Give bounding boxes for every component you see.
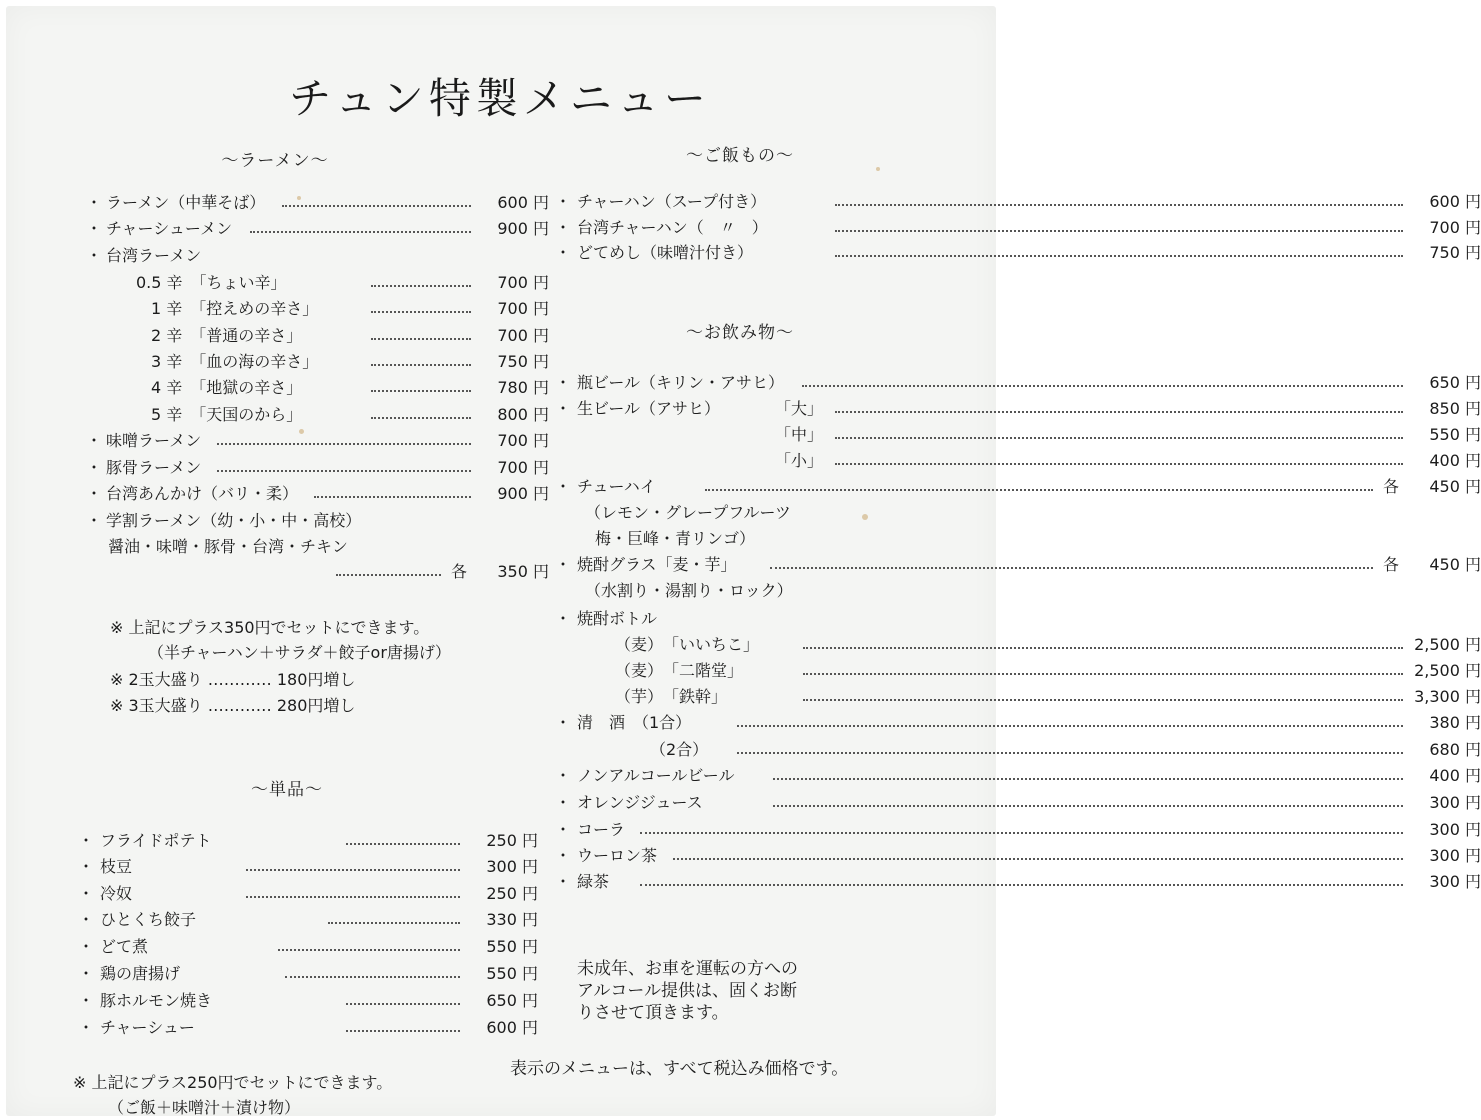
item-name: 清 酒 （1合） xyxy=(577,713,692,732)
item-name: 台湾あんかけ（バリ・柔） xyxy=(106,484,299,503)
section-heading-ramen: ～ラーメン～ xyxy=(221,151,329,171)
item-price: 900 円 xyxy=(497,484,549,503)
menu-item-row xyxy=(555,527,930,551)
dot-leader xyxy=(737,725,1403,727)
menu-item-row xyxy=(86,217,549,241)
bullet: ・ xyxy=(78,857,95,876)
menu-item-row xyxy=(555,241,1481,265)
item-price: 300 円 xyxy=(1429,793,1481,812)
menu-item-row xyxy=(86,376,549,400)
dot-leader xyxy=(336,574,441,576)
menu-item-row xyxy=(86,244,476,268)
bullet: ・ xyxy=(78,831,95,850)
bullet: ・ xyxy=(86,219,103,238)
item-name: 梅・巨峰・青リンゴ） xyxy=(595,529,756,548)
notice-line: 未成年、お車を運転の方への xyxy=(577,959,798,979)
menu-item-row xyxy=(555,371,1481,395)
menu-item-row xyxy=(555,764,1481,788)
item-name: ウーロン茶 xyxy=(577,846,658,865)
menu-item-row xyxy=(555,449,1481,473)
item-price: 250 円 xyxy=(486,884,538,903)
dot-leader xyxy=(803,673,1403,675)
size-label: 「小」 xyxy=(775,451,824,470)
dot-leader xyxy=(246,869,460,871)
tax-notice: 表示のメニューは、すべて税込み価格です。 xyxy=(510,1059,849,1079)
dot-leader xyxy=(835,463,1403,465)
item-price: 600 円 xyxy=(497,193,549,212)
bullet: ・ xyxy=(78,910,95,929)
item-name: （2合） xyxy=(650,740,709,759)
item-price: 600 円 xyxy=(486,1018,538,1037)
item-price: 300 円 xyxy=(486,857,538,876)
item-price: 550 円 xyxy=(486,964,538,983)
menu-item-row xyxy=(555,844,1481,868)
bullet: ・ xyxy=(555,609,572,628)
menu-item-row xyxy=(555,190,1481,214)
item-name: （水割り・湯割り・ロック） xyxy=(585,581,793,600)
bullet: ・ xyxy=(86,246,103,265)
dot-leader xyxy=(640,832,1403,834)
item-name: 豚骨ラーメン xyxy=(106,458,202,477)
item-name: 鶏の唐揚げ xyxy=(100,964,181,983)
dot-leader xyxy=(217,470,471,472)
menu-item-row xyxy=(78,935,538,959)
dot-leader xyxy=(246,896,460,898)
bullet: ・ xyxy=(78,991,95,1010)
note-line: （ご飯＋味噌汁＋漬け物） xyxy=(108,1098,301,1117)
item-price: 700 円 xyxy=(1429,218,1481,237)
menu-item-row xyxy=(555,711,1481,735)
item-price: 700 円 xyxy=(497,458,549,477)
item-price: 550 円 xyxy=(1429,425,1481,444)
item-price: 650 円 xyxy=(486,991,538,1010)
bullet: ・ xyxy=(555,218,572,237)
bullet: ・ xyxy=(555,555,572,574)
item-price: 650 円 xyxy=(1429,373,1481,392)
bullet: ・ xyxy=(555,766,572,785)
menu-item-row xyxy=(555,791,1481,815)
menu-item-row xyxy=(78,962,538,986)
item-name: 5 辛 「天国のから」 xyxy=(151,405,303,424)
menu-item-row xyxy=(555,607,930,631)
menu-item-row xyxy=(555,659,1481,683)
note-line: ※ 2玉大盛り ………… 180円増し xyxy=(110,670,356,689)
item-name: 2 辛 「普通の辛さ」 xyxy=(151,326,303,345)
bullet: ・ xyxy=(555,872,572,891)
item-price: 550 円 xyxy=(486,937,538,956)
item-price: 600 円 xyxy=(1429,192,1481,211)
menu-item-row xyxy=(555,501,930,525)
dot-leader xyxy=(217,443,471,445)
item-price: 350 円 xyxy=(497,562,549,581)
note-line: ※ 上記にプラス350円でセットにできます。 xyxy=(110,618,430,637)
menu-item-row xyxy=(555,397,1481,421)
notice-line: アルコール提供は、固くお断 xyxy=(577,981,797,1001)
menu-item-row xyxy=(555,475,1481,499)
item-name: 0.5 辛 「ちょい辛」 xyxy=(136,273,287,292)
bullet: ・ xyxy=(555,373,572,392)
bullet: ・ xyxy=(86,458,103,477)
notice-line: りさせて頂きます。 xyxy=(577,1003,729,1023)
menu-item-row xyxy=(86,482,549,506)
bullet: ・ xyxy=(555,477,572,496)
item-name: ノンアルコールビール xyxy=(577,766,735,785)
item-price: 750 円 xyxy=(497,352,549,371)
item-name: チャーシューメン xyxy=(106,219,233,238)
item-name: 味噌ラーメン xyxy=(106,431,202,450)
dot-leader xyxy=(673,858,1403,860)
bullet: ・ xyxy=(555,713,572,732)
item-name: 台湾チャーハン（ 〃 ） xyxy=(577,218,768,237)
item-name: 枝豆 xyxy=(100,857,133,876)
item-price: 450 円 xyxy=(1429,477,1481,496)
item-name: チャーシュー xyxy=(100,1018,195,1037)
dot-leader xyxy=(371,285,471,287)
item-price: 780 円 xyxy=(497,378,549,397)
dot-leader xyxy=(328,922,460,924)
item-price: 300 円 xyxy=(1429,846,1481,865)
item-name: （麦） 「二階堂」 xyxy=(615,661,744,680)
section-heading-tanpin: ～単品～ xyxy=(251,780,323,800)
dot-leader xyxy=(835,411,1403,413)
item-name: ラーメン（中華そば） xyxy=(106,193,266,212)
each-label: 各 xyxy=(451,562,468,581)
bullet: ・ xyxy=(555,192,572,211)
item-name: フライドポテト xyxy=(100,831,212,850)
menu-item-row xyxy=(78,989,538,1013)
dot-leader xyxy=(773,805,1403,807)
item-price: 300 円 xyxy=(1429,872,1481,891)
bullet: ・ xyxy=(86,193,103,212)
bullet: ・ xyxy=(86,431,103,450)
item-price: 3,300 円 xyxy=(1414,687,1481,706)
dot-leader xyxy=(346,843,460,845)
item-name: 焼酎ボトル xyxy=(577,609,658,628)
item-name: チャーハン（スープ付き） xyxy=(577,192,767,211)
menu-title: チュン特製メニュー xyxy=(289,74,711,123)
item-name: 生ビール（アサヒ） xyxy=(577,399,721,418)
item-price: 680 円 xyxy=(1429,740,1481,759)
menu-item-row xyxy=(555,870,1481,894)
dot-leader xyxy=(282,205,471,207)
menu-item-row xyxy=(86,456,549,480)
dot-leader xyxy=(278,949,460,951)
section-heading-drinks: ～お飲み物～ xyxy=(686,323,794,343)
item-name: ひとくち餃子 xyxy=(100,910,197,929)
size-label: 「大」 xyxy=(775,399,824,418)
menu-item-row xyxy=(78,1016,538,1040)
menu-item-row xyxy=(86,324,549,348)
menu-item-row xyxy=(555,818,1481,842)
item-price: 750 円 xyxy=(1429,243,1481,262)
menu-item-row xyxy=(78,882,538,906)
item-price: 850 円 xyxy=(1429,399,1481,418)
dot-leader xyxy=(250,231,471,233)
item-price: 250 円 xyxy=(486,831,538,850)
bullet: ・ xyxy=(86,511,103,530)
dot-leader xyxy=(640,884,1403,886)
item-name: 焼酎グラス「麦・芋」 xyxy=(577,555,737,574)
item-price: 400 円 xyxy=(1429,451,1481,470)
dot-leader xyxy=(737,752,1403,754)
item-price: 380 円 xyxy=(1429,713,1481,732)
item-name: オレンジジュース xyxy=(577,793,703,812)
paper-stain xyxy=(297,196,301,200)
menu-item-row xyxy=(555,553,1481,577)
dot-leader xyxy=(705,489,1373,491)
menu-item-row xyxy=(86,350,549,374)
dot-leader xyxy=(314,496,471,498)
item-name: コーラ xyxy=(577,820,626,839)
bullet: ・ xyxy=(555,399,572,418)
item-price: 2,500 円 xyxy=(1414,635,1481,654)
paper-stain xyxy=(862,514,868,520)
bullet: ・ xyxy=(78,937,95,956)
item-name: 瓶ビール（キリン・アサヒ） xyxy=(577,373,785,392)
menu-item-row xyxy=(555,216,1481,240)
dot-leader xyxy=(802,385,1403,387)
item-name: （芋） 「鉄幹」 xyxy=(615,687,728,706)
paper-stain xyxy=(299,429,304,434)
note-line: （半チャーハン＋サラダ＋餃子or唐揚げ） xyxy=(148,643,451,662)
dot-leader xyxy=(803,647,1403,649)
bullet: ・ xyxy=(555,846,572,865)
note-line: ※ 3玉大盛り ………… 280円増し xyxy=(110,696,356,715)
menu-item-row xyxy=(86,297,549,321)
item-name: 豚ホルモン焼き xyxy=(100,991,213,1010)
dot-leader xyxy=(835,204,1403,206)
dot-leader xyxy=(285,976,460,978)
note-line: ※ 上記にプラス250円でセットにできます。 xyxy=(73,1073,393,1092)
dot-leader xyxy=(835,230,1403,232)
item-price: 300 円 xyxy=(1429,820,1481,839)
item-name: 学割ラーメン（幼・小・中・高校） xyxy=(106,511,362,530)
menu-item-row xyxy=(86,403,549,427)
alcohol-notice xyxy=(577,958,798,1024)
item-name: （麦） 「いいちこ」 xyxy=(615,635,760,654)
dot-leader xyxy=(371,417,471,419)
item-price: 700 円 xyxy=(497,431,549,450)
item-price: 330 円 xyxy=(486,910,538,929)
bullet: ・ xyxy=(86,484,103,503)
item-price: 800 円 xyxy=(497,405,549,424)
bullet: ・ xyxy=(78,964,95,983)
menu-item-row xyxy=(86,560,549,584)
menu-item-row xyxy=(78,908,538,932)
menu-item-row xyxy=(78,855,538,879)
item-name: （レモン・グレープフルーツ xyxy=(585,503,791,522)
bullet: ・ xyxy=(555,820,572,839)
item-price: 2,500 円 xyxy=(1414,661,1481,680)
dot-leader xyxy=(371,364,471,366)
item-name: チューハイ xyxy=(577,477,656,496)
menu-item-row xyxy=(86,191,549,215)
paper-stain xyxy=(876,167,880,171)
item-name: 冷奴 xyxy=(100,884,133,903)
menu-item-row xyxy=(555,423,1481,447)
section-heading-gohan: ～ご飯もの～ xyxy=(686,146,794,166)
menu-item-row xyxy=(86,535,476,559)
menu-item-row xyxy=(555,633,1481,657)
size-label: 「中」 xyxy=(775,425,824,444)
menu-item-row xyxy=(78,829,538,853)
item-name: 醤油・味噌・豚骨・台湾・チキン xyxy=(108,537,348,556)
dot-leader xyxy=(803,699,1403,701)
item-price: 900 円 xyxy=(497,219,549,238)
menu-item-row xyxy=(555,685,1481,709)
menu-item-row xyxy=(86,509,476,533)
dot-leader xyxy=(346,1003,460,1005)
item-name: どて煮 xyxy=(100,937,149,956)
each-label: 各 xyxy=(1383,555,1400,574)
menu-item-row xyxy=(555,579,930,603)
item-name: 台湾ラーメン xyxy=(106,246,202,265)
dot-leader xyxy=(835,437,1403,439)
item-name: 4 辛 「地獄の辛さ」 xyxy=(151,378,303,397)
item-price: 700 円 xyxy=(497,273,549,292)
dot-leader xyxy=(371,311,471,313)
dot-leader xyxy=(770,567,1373,569)
item-price: 450 円 xyxy=(1429,555,1481,574)
item-name: どてめし（味噌汁付き） xyxy=(577,243,754,262)
item-price: 700 円 xyxy=(497,299,549,318)
menu-item-row xyxy=(86,271,549,295)
item-price: 700 円 xyxy=(497,326,549,345)
dot-leader xyxy=(346,1030,460,1032)
menu-item-row xyxy=(86,429,549,453)
item-name: 緑茶 xyxy=(577,872,610,891)
item-name: 3 辛 「血の海の辛さ」 xyxy=(151,352,319,371)
bullet: ・ xyxy=(78,1018,95,1037)
dot-leader xyxy=(371,390,471,392)
each-label: 各 xyxy=(1383,477,1400,496)
bullet: ・ xyxy=(78,884,95,903)
bullet: ・ xyxy=(555,793,572,812)
item-price: 400 円 xyxy=(1429,766,1481,785)
dot-leader xyxy=(835,255,1403,257)
menu-item-row xyxy=(555,738,1481,762)
bullet: ・ xyxy=(555,243,572,262)
dot-leader xyxy=(371,338,471,340)
item-name: 1 辛 「控えめの辛さ」 xyxy=(151,299,319,318)
dot-leader xyxy=(773,778,1403,780)
